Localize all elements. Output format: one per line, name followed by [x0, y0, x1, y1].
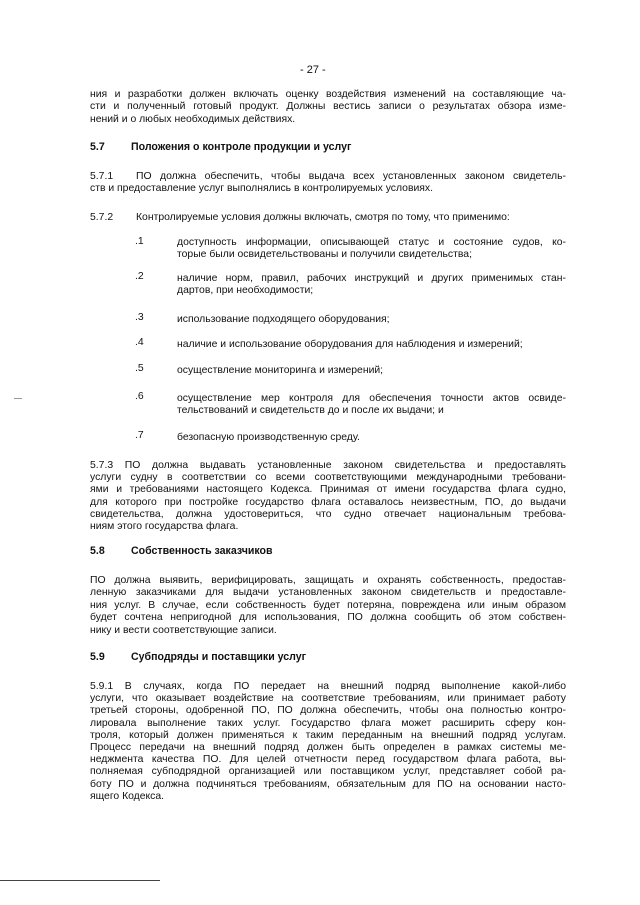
text-line: ния и разработки должен включать оценку воздействия изменений на составляющие ча-: [90, 89, 566, 100]
text-line: 5.9.1 В случаях, когда ПО передает на внешний подряд выполнение какой-либо: [90, 681, 566, 692]
intro-paragraph: [90, 89, 566, 126]
text-line: лировала выполнение таких услуг. Государство флага может расширить сферу кон-: [90, 717, 566, 729]
clause-5-7-3: [90, 460, 566, 533]
list-item: [177, 314, 566, 326]
text-line: дартов, при необходимости;: [177, 285, 314, 297]
section-5-8-number: 5.8: [90, 545, 105, 557]
margin-mark: [14, 398, 22, 399]
section-5-9-number: 5.9: [90, 651, 105, 663]
text-line: свидетельства, должна удостовериться, что судно отвечает национальным требова-: [90, 508, 566, 520]
text-line: неджмента качества ПО. Для целей отчетности перед государством флага работа, вы-: [90, 754, 566, 766]
item-number: .2: [135, 271, 144, 282]
list-item: [177, 273, 566, 298]
clause-5-7-2-number: 5.7.2: [90, 212, 114, 223]
text-line: осуществление мониторинга и измерений;: [177, 365, 384, 376]
section-5-8-title: Собственность заказчиков: [131, 545, 273, 557]
list-item: [177, 339, 566, 351]
list-item: [177, 393, 566, 418]
text-line: безопасную производственную среду.: [177, 432, 360, 443]
text-line: ящего Кодекса.: [90, 790, 165, 802]
clause-5-7-1-number: 5.7.1: [90, 171, 114, 182]
text-line: будет сочтена непригодной для использования, ПО должна сообщить об этом собствен-: [90, 612, 566, 624]
list-item: [177, 365, 566, 377]
text-line: ниям этого государства флага.: [90, 521, 239, 533]
text-line: доступность информации, описывающей статус и состояние судов, ко-: [177, 237, 566, 248]
clause-5-7-2-text: Контролируемые условия должны включать, смотря по тому, что применимо:: [136, 212, 510, 223]
list-item: [177, 237, 566, 262]
text-line: осуществление мер контроля для обеспечения точности актов освиде-: [177, 393, 566, 404]
text-line: торые были освидетельствованы и получили свидетельства;: [177, 249, 472, 261]
text-line: тельствований и свидетельств до и после их выдачи; и: [177, 405, 444, 417]
section-5-7-title: Положения о контроле продукции и услуг: [131, 141, 352, 153]
section-5-7-number: 5.7: [90, 141, 105, 153]
text-line: сти и полученный готовый продукт. Должны вестись записи о результатах обзора изме-: [90, 101, 566, 113]
text-line: нику и вести соответствующие записи.: [90, 624, 277, 636]
text-line: 5.7.3 ПО должна выдавать установленные законом свидетельства и предоставлять: [90, 460, 566, 471]
text-line: троля, который должен применяться к таким переданным на внешний подряд услугам.: [90, 729, 566, 741]
footer-rule: [0, 880, 160, 881]
text-line: ПО должна обеспечить, чтобы выдача всех установленных законом свидетель-: [136, 171, 566, 182]
item-number: .6: [135, 391, 144, 402]
text-line: Процесс передачи на внешний подряд должен быть определен в рамках системы ме-: [90, 742, 566, 754]
item-number: .4: [135, 337, 144, 348]
text-line: для которого при постройке государство флага оставалось неизвестным, ПО, до выдачи: [90, 496, 566, 508]
item-number: .7: [135, 430, 144, 441]
text-line: ств и предоставление услуг выполнялись в контролируемых условиях.: [90, 183, 433, 195]
text-line: третьей стороны, одобренной ПО, ПО должна обеспечить, чтобы она полностью контро-: [90, 705, 566, 717]
text-line: боту ПО и должна подчиняться требованиям, обязательным для ПО на основании насто-: [90, 778, 566, 790]
text-line: ями и требованиями настоящего Кодекса. Принимая от имени государства флага судно,: [90, 484, 566, 496]
text-line: полняемая субподрядной организацией или поставщиком услуг, представляет собой ра-: [90, 766, 566, 778]
section-5-9-title: Субподряды и поставщики услуг: [131, 651, 307, 663]
page-number: - 27 -: [300, 64, 326, 76]
text-line: ПО должна выявить, верифицировать, защищать и охранять собственность, предостав-: [90, 575, 566, 586]
item-number: .1: [135, 236, 144, 247]
text-line: нений и о любых необходимых действиях.: [90, 113, 296, 125]
text-line: услуги судну в соответствии со всеми соответствующими международными требовани-: [90, 472, 566, 484]
item-number: .3: [135, 312, 144, 323]
text-line: ния услуг. В случае, если собственность будет потеряна, повреждена или иным образом: [90, 599, 566, 611]
text-line: наличие и использование оборудования для наблюдения и измерений;: [177, 339, 523, 350]
text-line: ленную заказчиками для выдачи установленных законом свидетельств и предоставле-: [90, 587, 566, 599]
text-line: наличие норм, правил, рабочих инструкций и других применимых стан-: [177, 273, 566, 284]
clause-5-7-1-text: [90, 171, 566, 196]
section-5-8-paragraph: [90, 575, 566, 637]
text-line: услуги, что оказывает воздействие на соответствие требованиям, или принимает работу: [90, 693, 566, 705]
text-line: использование подходящего оборудования;: [177, 314, 390, 325]
list-item: [177, 432, 566, 444]
clause-5-9-1: [90, 681, 566, 803]
item-number: .5: [135, 363, 144, 374]
